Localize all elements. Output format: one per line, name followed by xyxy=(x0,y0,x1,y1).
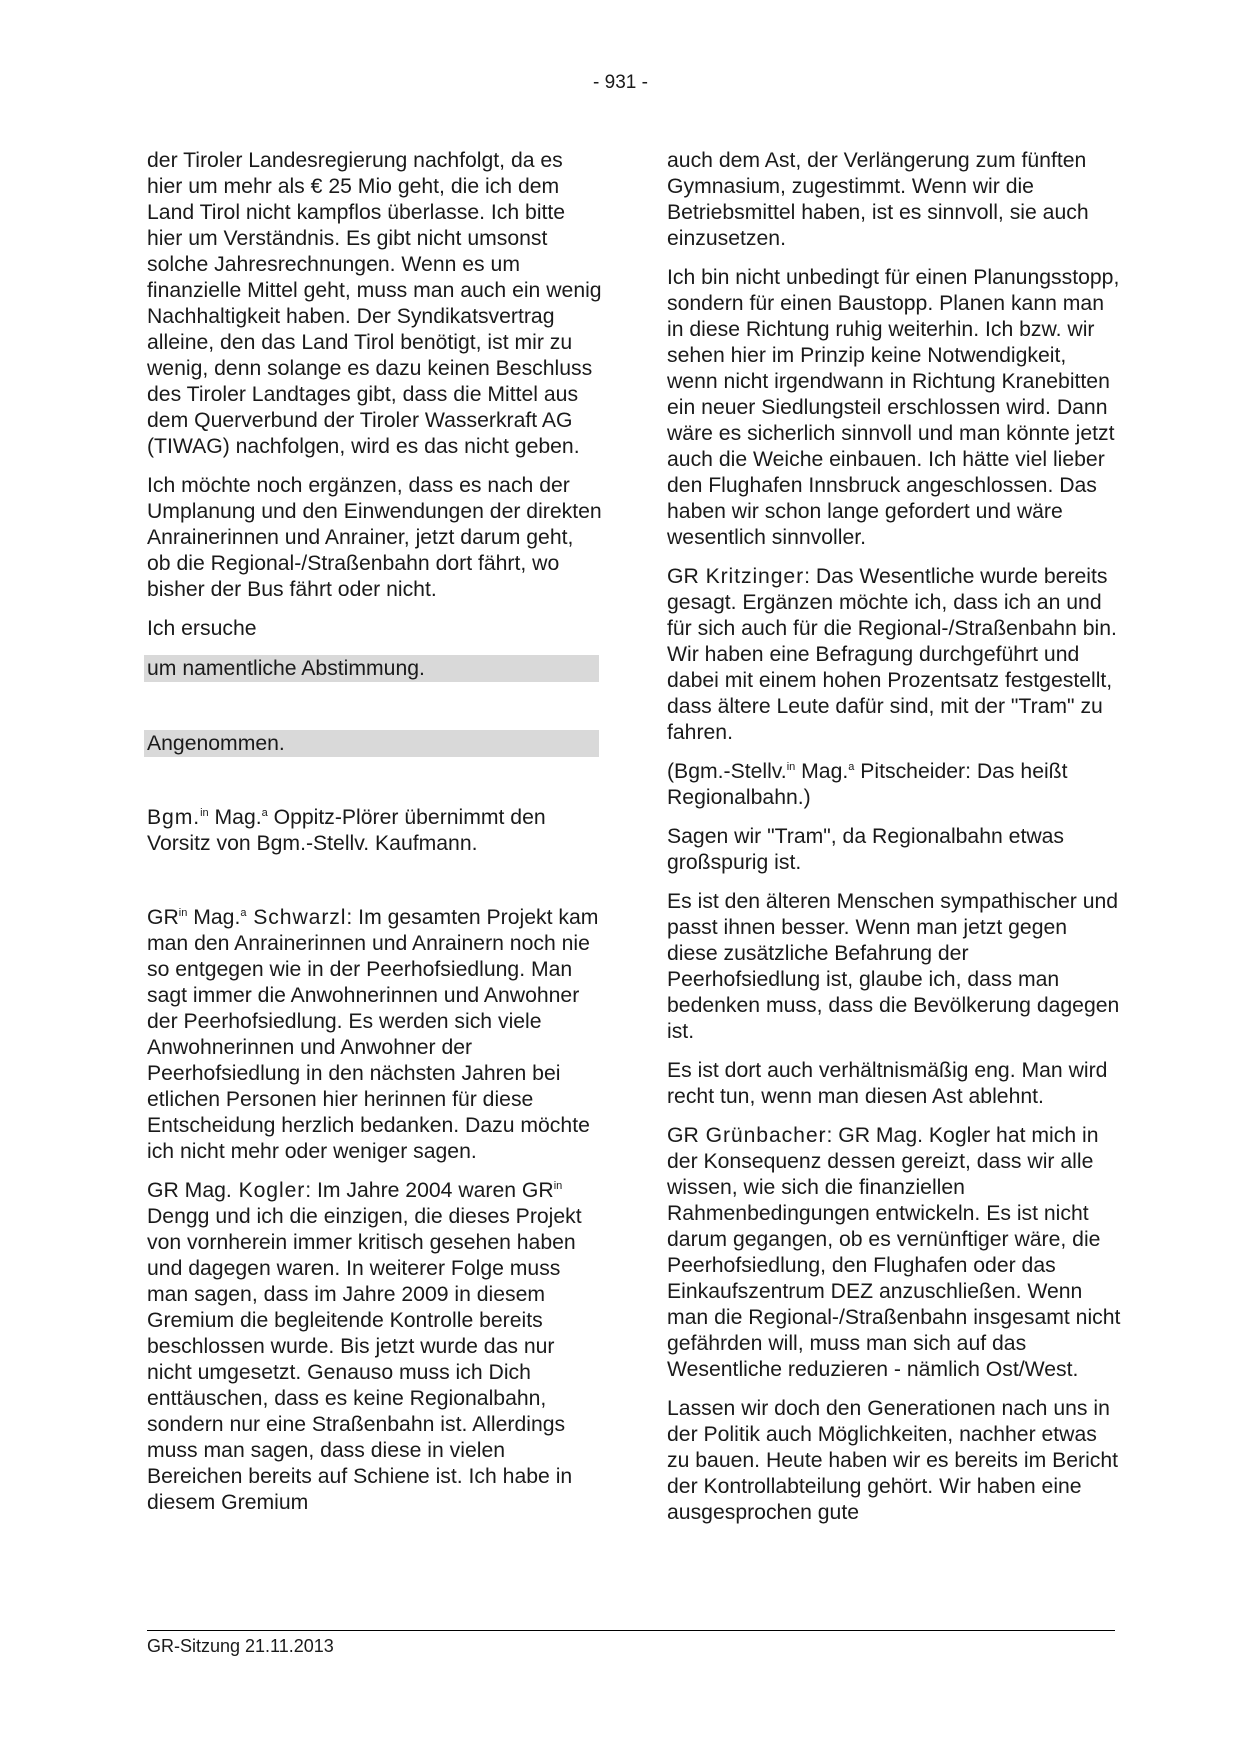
motion-highlight: um namentliche Abstimmung. xyxy=(144,655,599,682)
paragraph: der Tiroler Landesregierung nachfolgt, da es hier um mehr als € 25 Mio geht, die ich dem Land Tirol nicht kampflos überlasse. Ich bitte hier um Verständnis. Es gibt nicht umsonst solche Jahresrechnungen. Wenn es um finanzielle Mittel geht, muss man auch ein wenig Nachhaltigkeit haben. Der Syndikatsvertrag alleine, den das Land Tirol benötigt, ist mir zu wenig, denn solange es dazu keinen Beschluss des Tiroler Landtages gibt, dass die Mittel aus dem Querverbund der Tiroler Wasserkraft AG (TIWAG) nachfolgen, wird es das nicht geben. xyxy=(147,149,602,458)
speaker-name: Grünbacher xyxy=(698,1124,827,1147)
paragraph: auch dem Ast, der Verlängerung zum fünften Gymnasium, zugestimmt. Wenn wir die Betriebsmittel haben, ist es sinnvoll, sie auch einzusetzen. xyxy=(667,149,1089,250)
paragraph: Es ist den älteren Menschen sympathischer und passt ihnen besser. Wenn man jetzt gegen diese zusätzliche Befahrung der Peerhofsiedlung ist, glaube ich, dass man bedenken muss, dass die Bevölkerung dagegen ist. xyxy=(667,890,1120,1043)
speech-kogler: GR Mag. Kogler: Im Jahre 2004 waren $GR^{in}$ Dengg und ich die einzigen, die dieses Projekt von vornherein immer kritisch gesehen haben und dagegen waren. In weiterer Folge muss man sagen, dass im Jahre 2009 in diesem Gremium die begleitende Kontrolle bereits beschlossen wurde. Bis jetzt wurde das nur nicht umgesetzt. Genauso muss ich Dich enttäuschen, dass es keine Regionalbahn, sondern nur eine Straßenbahn ist. Allerdings muss man sagen, dass diese in vielen Bereichen bereits auf Schiene ist. Ich habe in diesem Gremium xyxy=(147,1179,582,1514)
paragraph: Es ist dort auch verhältnismäßig eng. Man wird recht tun, wenn man diesen Ast ablehnt. xyxy=(667,1059,1108,1108)
speaker-name: Kogler xyxy=(231,1179,306,1202)
speech-schwarzl: $GR^{in}$ Mag.$^a$ Schwarzl: Im gesamten Projekt kam man den Anrainerinnen und Anrainern noch nie so entgegen wie in der Peerhofsiedlung. Man sagt immer die Anwohnerinnen und Anwohner der Peerhofsiedlung. Es werden sich viele Anwohnerinnen und Anwohner der Peerhofsiedlung in den nächsten Jahren bei etlichen Personen hier herinnen für diese Entscheidung herzlich bedanken. Dazu möchte ich nicht mehr oder weniger sagen. xyxy=(147,906,599,1163)
paragraph: Lassen wir doch den Generationen nach uns in der Politik auch Möglichkeiten, nachher etwas zu bauen. Heute haben wir es bereits im Bericht der Kontrollabteilung gehört. Wir haben eine ausgesprochen gute xyxy=(667,1397,1119,1524)
paragraph: Sagen wir "Tram", da Regionalbahn etwas großspurig ist. xyxy=(667,825,1065,874)
speaker-title: Bgm. xyxy=(147,806,201,829)
right-column xyxy=(667,148,1122,1539)
speech-gruenbacher: GR Grünbacher: GR Mag. Kogler hat mich in der Konsequenz dessen gereizt, dass wir alle wissen, wie sich die finanziellen Rahmenbedingungen entwickeln. Es ist nicht darum gegangen, ob es vernünftiger wäre, die Peerhofsiedlung, den Flughafen oder das Einkaufszentrum DEZ anzuschließen. Wenn man die Regional-/Straßenbahn insgesamt nicht gefährden will, muss man sich auf das Wesentliche reduzieren - nämlich Ost/West. xyxy=(667,1124,1121,1381)
speaker-name: Oppitz-Plörer xyxy=(267,806,399,829)
footer-text: GR-Sitzung 21.11.2013 xyxy=(147,1636,334,1656)
left-column xyxy=(147,148,602,1529)
page-number: - 931 - xyxy=(593,72,648,93)
paragraph: Ich ersuche xyxy=(147,617,257,640)
speech-kritzinger: GR Kritzinger: Das Wesentliche wurde bereits gesagt. Ergänzen möchte ich, dass ich an und für sich auch für die Regional-/Straßenbahn bin. Wir haben eine Befragung durchgeführt und dabei mit einem hohen Prozentsatz festgestellt, dass ältere Leute dafür sind, mit der "Tram" zu fahren. xyxy=(667,565,1117,744)
paragraph: Ich bin nicht unbedingt für einen Planungsstopp, sondern für einen Baustopp. Planen kann man in diese Richtung ruhig weiterhin. Ich bzw. wir sehen hier im Prinzip keine Notwendigkeit, wenn nicht irgendwann in Richtung Kranebitten ein neuer Siedlungsteil erschlossen wird. Dann wäre es sicherlich sinnvoll und man könnte jetzt auch die Weiche einbauen. Ich hätte viel lieber den Flughafen Innsbruck angeschlossen. Das haben wir schon lange gefordert und wäre wesentlich sinnvoller. xyxy=(667,266,1120,549)
chair-change-note: Bgm.$^{in}$ Mag.$^a$ Oppitz-Plörer übernimmt den Vorsitz von Bgm.-Stellv. Kaufmann. xyxy=(147,806,546,855)
speaker-name: Kritzinger xyxy=(698,565,805,588)
interjection: (Bgm.-Stellv.$^{in}$ Mag.$^a$ Pitscheider: Das heißt Regionalbahn.) xyxy=(667,760,1068,809)
speaker-name: Schwarzl xyxy=(246,906,347,929)
result-highlight: Angenommen. xyxy=(144,730,599,757)
footer-divider xyxy=(147,1630,1115,1631)
paragraph: Ich möchte noch ergänzen, dass es nach der Umplanung und den Einwendungen der direkten Anrainerinnen und Anrainer, jetzt darum geht, ob die Regional-/Straßenbahn dort fährt, wo bisher der Bus fährt oder nicht. xyxy=(147,474,602,601)
